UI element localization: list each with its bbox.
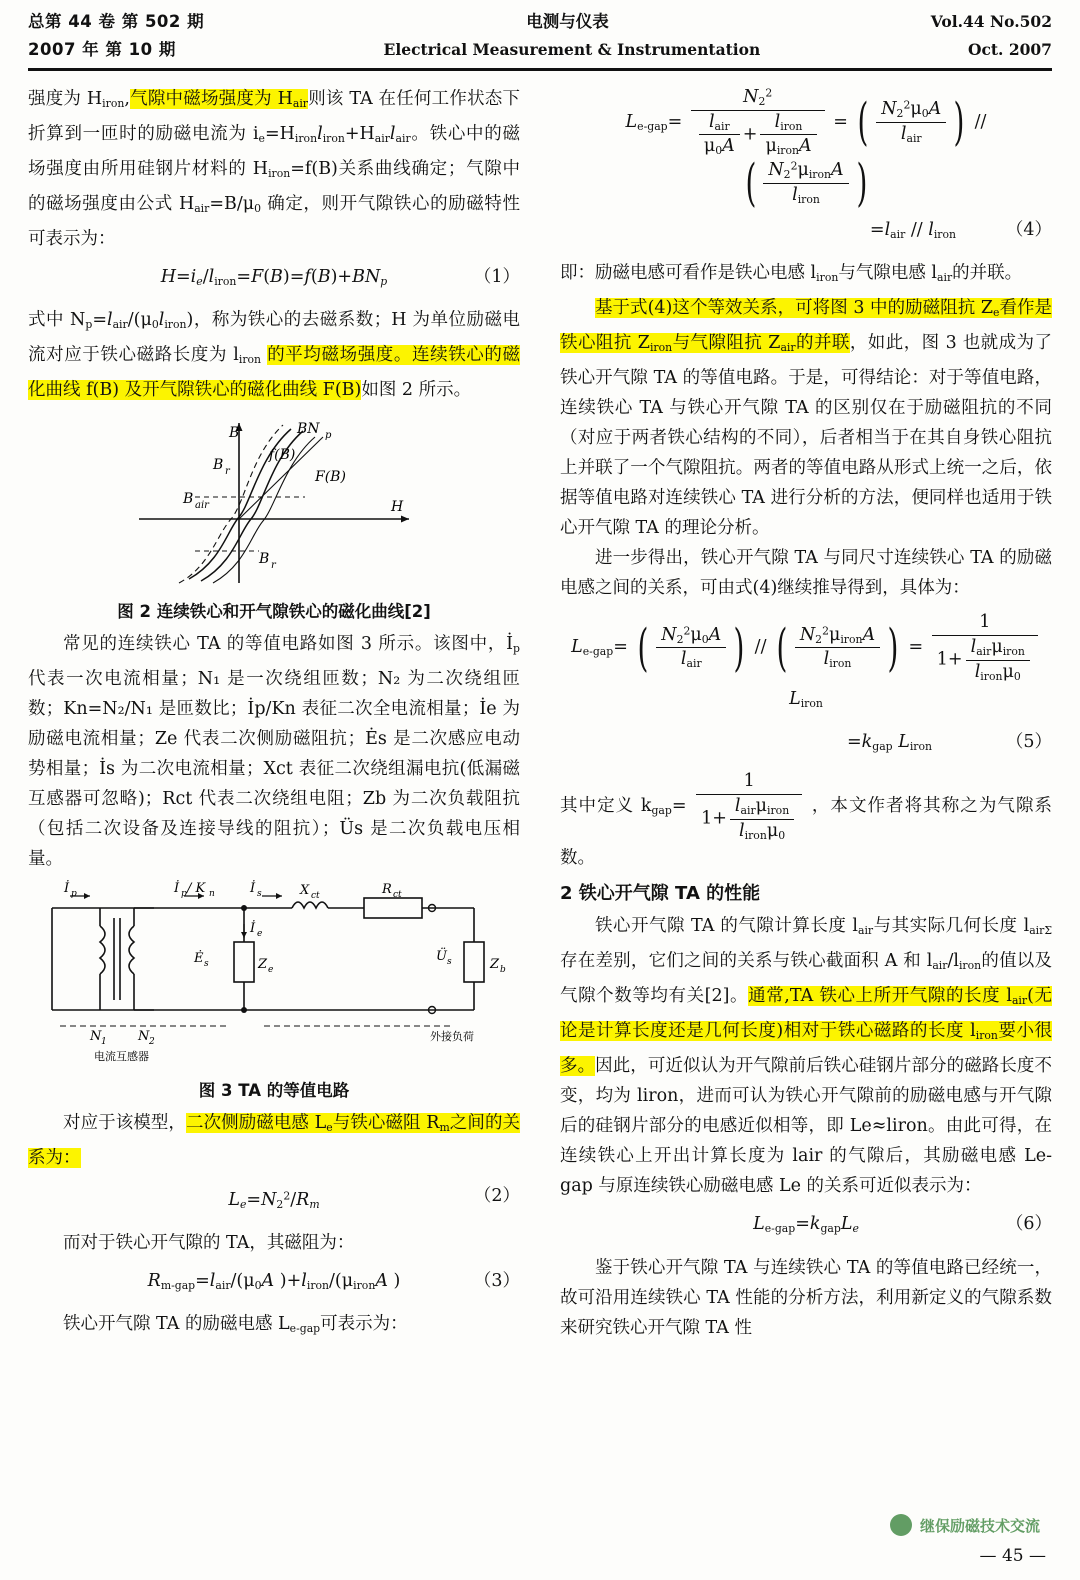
p1-highlight [130, 89, 308, 109]
svg-text:电流互感器: 电流互感器 [94, 1050, 149, 1064]
equation-6 [560, 1209, 1052, 1244]
svg-text:air: air [195, 500, 209, 512]
r-p2-hl-c-sub: iron [649, 341, 673, 355]
p2-hl-tail [267, 345, 412, 365]
p1-tail: 铁心中的磁场强度由所用硅钢片材料的 H [28, 124, 520, 180]
p2-hl1: 连续铁心的磁化曲线 f(B) 及 [28, 345, 520, 401]
p6-a: 铁心开气隙 TA 的励磁电感 L [63, 1313, 290, 1334]
equation-4 [560, 86, 1052, 212]
header-volume-cn: 总第 44 卷 第 502 期 [28, 12, 205, 31]
svg-text:2: 2 [149, 1037, 155, 1048]
r-p5-sub4: iron [958, 959, 982, 973]
paragraph-parallel-inductance [560, 258, 1052, 293]
p1-hl-sub: air [292, 97, 308, 111]
r-p2-hl-b-text: ，可将图 3 中的励磁阻抗 Z [777, 298, 993, 319]
equation-5-number: （5） [1005, 732, 1052, 753]
svg-text:İ: İ [64, 881, 70, 897]
equation-1 [28, 262, 520, 297]
paragraph-equivalent-circuit-desc: 常见的连续铁心 TA 的等值电路如图 3 所示。该图中，$İ_p$ 代表一次电流相量；N₁ 是一次绕组匝数；N₂ 为二次绕组匝数；Kn=N₂/N₁ 是匝数比；İp/Kn 表征二次全电流相量；İe 为励磁电流相量；Ze 代表二次侧励磁阻抗；Ės 是二次感应电动势相量；İs 为二次电流相量；Xct 表征二次绕组漏电抗(低漏磁互感器可忽略)；Rct 代表二次绕组电阻；Zb 为二次负载阻抗（包括二次设备及连接导线的阻抗）；Üs 是二次负载电压相量。 [28, 634, 520, 870]
watermark-logo-icon [890, 1514, 912, 1536]
paragraph-intensity: 强度为 $H_{iron}$,气隙中磁场强度为 $H_{air}$则该 TA 在任何工作状态下折算到一匝时的励磁电流为 $i_e=H_{iron}l_{iron}+H_{air}l_{air}$。铁心中的磁场强度由所用硅钢片材料的 $H_{iron}=f(B)$关系曲线确定；气隙中的磁场强度由公式 $H_{air}=B/\mu_0$ 确定，则开气隙铁心的励磁特性可表示为： [28, 89, 520, 250]
left-column [28, 84, 520, 1344]
r-p1-sub2: air [937, 271, 953, 285]
p4-hl3: 之间的关系为： [28, 1113, 521, 1169]
svg-text:B: B [213, 457, 224, 474]
r-p5-e: 的值以及气隙个数等均有关[2]。 [560, 951, 1053, 1007]
p4-a: 对应于该模型， [63, 1113, 186, 1134]
p2-a: 式中 N [28, 310, 86, 331]
paragraph-le-gap-intro [28, 1309, 520, 1344]
equation-2-body: $L_e=N_2^2/R_m$ [228, 1189, 320, 1211]
header-rule [28, 68, 1052, 71]
svg-text:Ü: Ü [436, 949, 447, 965]
svg-text:Z: Z [258, 957, 268, 973]
paragraph-gap-reluctance: 而对于铁心开气隙的 TA，其磁阻为： [63, 1232, 355, 1253]
p3-items: 代表一次电流相量；N₁ 是一次绕组匝数；N₂ 为二次绕组匝数；Kn=N₂/N₁ 是匝数比；İp/Kn 表征二次全电流相量；İe 为励磁电流相量；Ze 代表二次侧励磁阻抗；Ės 是二次感应电动势相量；İs 为二次电流相量；Xct 表征二次绕组漏电抗(低漏磁互感器可忽略)；Rct 代表二次绕组电阻；Zb 为二次负载阻抗（包括二次设备及连接导线的阻抗）；Üs 是二次负载电压相量。 [28, 669, 520, 870]
header-date-en: Oct. 2007 [967, 40, 1052, 59]
r-p4-sub: gap [651, 804, 672, 818]
r-p2-hl-c-text: 看作是铁心阻抗 Z [560, 298, 1053, 354]
equation-3-number: （3） [473, 1270, 520, 1291]
r-p1-sub1: iron [816, 271, 839, 285]
svg-text:ct: ct [311, 891, 320, 902]
paragraph-le-rm [28, 1108, 520, 1173]
p2-d: 如图 2 所示。 [361, 380, 472, 401]
svg-text:r: r [271, 560, 276, 572]
svg-text:s: s [447, 957, 452, 968]
r-p4-a: 其中定义 k [560, 796, 652, 817]
watermark-text: 继保励磁技术交流 [919, 1516, 1040, 1535]
svg-text:İ: İ [250, 921, 256, 937]
r-p5-a: 铁心开气隙 TA 的气隙计算长度 l [595, 916, 858, 937]
svg-text:B: B [183, 491, 194, 508]
r-p5-b: 与其实际几何长度 l [873, 916, 1030, 937]
r-p1-c: 的并联。 [952, 263, 1023, 284]
r-p2-hl-a: 基于式(4)这个等效关系 [595, 298, 778, 319]
r-p5-hl-a-sub: air [1011, 994, 1028, 1008]
equation-2 [28, 1181, 520, 1219]
figure-2-caption: 图 2 连续铁心和开气隙铁心的磁化曲线[2] [117, 602, 431, 622]
p3-lead: 常见的连续铁心 TA 的等值电路如图 3 所示。该图中，İ [63, 634, 514, 655]
svg-text:B: B [259, 551, 270, 568]
equation-5-body: $L_{e-gap}=$ ( $\frac{N_2^2\mu_0A}{l_{air}}$ ) // ( $\frac{N_2^2\mu_{iron}A}{l_{iron}}$ ) = 1 1+ $\frac{l_{air}\mu_{iron}}{l_{iron}\mu_0}$ $L_{iron}$ [571, 637, 1041, 709]
svg-text:R: R [382, 882, 392, 898]
svg-text:ct: ct [393, 890, 402, 901]
figure-3-caption: 图 3 TA 的等值电路 [198, 1081, 350, 1101]
figure-2-magnetization-curves [109, 411, 439, 591]
equation-5-cont [560, 727, 1052, 762]
paragraph-demag-coef: 式中 $N_p=l_{air}/(\mu_0l_{iron})$，称为铁心的去磁系数；H 为单位励磁电流对应于铁心磁路长度为 $l_{iron}$ 的平均磁场强度。连续铁心的磁化曲线 f(B) 及开气隙铁心的磁化曲线 F(B)如图 2 所示。 [28, 310, 520, 401]
equation-2-number: （2） [473, 1186, 520, 1207]
svg-text:/ K: / K [187, 881, 206, 897]
svg-text:p: p [181, 889, 187, 900]
journal-title-cn: 电测与仪表 [526, 12, 609, 31]
kgap-fraction: 1 1+ $\frac{l_{air}\mu_{iron}}{l_{iron}\mu_0}$ [696, 770, 802, 843]
r-p2-hl-b-sub: e [993, 306, 1000, 320]
svg-text:e: e [257, 929, 263, 940]
equation-6-number: （6） [1005, 1214, 1052, 1235]
r-p4-b: ，本文作者将其称之为气隙系数。 [560, 796, 1052, 869]
svg-text:Z: Z [490, 957, 500, 973]
svg-text:İ: İ [250, 881, 256, 897]
p6-sub: e-gap [289, 1321, 321, 1335]
p1-a: 强度为 H [28, 89, 103, 109]
p4-hl2-text: 与铁心磁阻 R [332, 1113, 440, 1134]
p4-hl2-sub: m [439, 1121, 450, 1135]
watermark [890, 1514, 1040, 1536]
page-number: — 45 — [979, 1546, 1046, 1566]
p1-tail3: 确定，则开气隙铁心的励磁特性可表示为： [28, 194, 520, 250]
r-p5-hl-c: 要小很多。 [560, 1021, 1052, 1077]
r-p2-hl-d-text: 与气隙阻抗 Z [672, 333, 781, 354]
p2-c: 的平均磁场强度。 [267, 345, 412, 366]
svg-text:B: B [229, 425, 240, 442]
paragraph-kgap-definition: 其中定义 $k_{gap}=$ 1 1+ $\frac{l_{air}\mu_{iron}}{l_{iron}\mu_0}$ ，本文作者将其称之为气隙系数。 [560, 771, 1052, 869]
svg-text:p: p [71, 889, 77, 900]
equation-5-second-line: $=k_{gap}$ $L_{iron}$ [846, 732, 932, 754]
svg-text:N: N [138, 1029, 150, 1045]
svg-text:X: X [300, 883, 310, 899]
header-volume-en: Vol.44 No.502 [930, 12, 1052, 31]
equation-5 [560, 611, 1052, 719]
paragraph-further-derivation: 进一步得出，铁心开气隙 TA 与同尺寸连续铁心 TA 的励磁电感之间的关系，可由式(4)继续推导得到，具体为： [560, 548, 1052, 599]
paragraph-impedance-equivalence [560, 293, 1052, 543]
r-p5-d: /l [947, 951, 959, 972]
svg-text:外接负荷: 外接负荷 [430, 1030, 474, 1044]
equation-4-cont [560, 215, 1052, 250]
svg-text:n: n [209, 889, 215, 900]
svg-text:N: N [90, 1029, 102, 1045]
svg-text:F(B): F(B) [315, 469, 346, 486]
r-p5-hl-b-sub: iron [975, 1029, 998, 1043]
r-p1-b: 与气隙电感 l [838, 263, 938, 284]
equation-6-body: $L_{e-gap}=k_{gap}L_e$ [753, 1214, 859, 1236]
svg-text:r: r [225, 466, 230, 478]
p6-b: 可表示为： [320, 1313, 408, 1334]
journal-title-en: Electrical Measurement & Instrumentation [383, 40, 761, 59]
r-p1-a: 即：励磁电感可看作是铁心电感 l [560, 263, 817, 284]
svg-text:p: p [325, 430, 332, 442]
p4-hl-text: 二次侧励磁电感 L [186, 1113, 327, 1134]
page-header [28, 8, 1052, 60]
svg-text:f(B): f(B) [269, 447, 296, 464]
p1-tail2: 关系曲线确定；气隙中的磁场强度由公式 H [28, 159, 520, 215]
r-p5-sub3: air [932, 959, 948, 973]
svg-text:İ: İ [174, 881, 180, 897]
section-heading-2: 2 铁心开气隙 TA 的性能 [560, 883, 761, 905]
svg-text:BN: BN [297, 421, 320, 438]
svg-text:e: e [268, 965, 274, 976]
r-p2-rest: ，如此，图 3 也就成为了铁心开气隙 TA 的等值电路。于是，可得结论：对于等值电路，连续铁心 TA 与铁心开气隙 TA 的区别仅在于励磁阻抗的不同（对应于两者铁心结构的不同），后者相当于在其自身铁心阻抗上并联了一个气隙阻抗。两者的等值电路从形式上统一之后，依据等值电路对连续铁心 TA 进行分析的方法，便同样也适用于铁心开气隙 TA 的理论分析。 [560, 333, 1052, 539]
equation-1-number: （1） [473, 267, 520, 288]
r-p5-rest: 因此，可近似认为开气隙前后铁心硅钢片部分的磁路长度不变，均为 liron，进而可认为铁心开气隙前的励磁电感与开气隙后的硅钢片部分的电感近似相等，即 Le≈liron。由此可得，在连续铁心上开出计算长度为 lair 的气隙后，其励磁电感 Le-gap 与原连续铁心励磁电感 Le 的关系可近似表示为： [560, 1056, 1053, 1197]
paragraph-gap-length [560, 911, 1052, 1201]
svg-text:H: H [391, 499, 404, 516]
svg-text:1: 1 [101, 1037, 107, 1048]
svg-text:s: s [204, 959, 209, 970]
r-p2-hl-d-sub: air [780, 341, 796, 355]
equation-4-body: $L_{e-gap}=$ $N_2^2$ $\frac{l_{air}}{\mu_0A}$ + $\frac{l_{iron}}{\mu_{iron}A}$ = ( $\frac{N_2^2\mu_0A}{l_{air}}$ ) // ( $\frac{N_2^2\mu_{iron}A}{l_{iron}}$ ) [625, 86, 987, 212]
r-p5-hl-a: 通常,TA 铁心上所开气隙的长度 l [748, 986, 1012, 1007]
p1-hl-text: 气隙中磁场强度为 H [129, 89, 293, 109]
p2-b: ，称为铁心的去磁系数；H 为单位励磁电流对应于铁心磁路长度为 l [28, 310, 520, 366]
r-p5-sub1: air [858, 924, 874, 938]
r-p5-hl-b: (无论是计算长度还是几何长度)相对于铁心磁路的长度 l [560, 986, 1053, 1042]
p4-hl-sub: e [326, 1121, 333, 1135]
equation-4-number: （4） [1005, 220, 1052, 241]
svg-text:s: s [257, 889, 262, 900]
svg-text:b: b [500, 965, 506, 976]
p1-b: 则该 TA 在任何工作状态下折算到一匝时的励磁电流为 i [28, 89, 520, 145]
equation-3 [28, 1266, 520, 1301]
p1-a-sub: iron [102, 97, 125, 111]
equation-1-body: $H=i_e/l_{iron}=F(B)=f(B)+BN_p$ [160, 267, 388, 289]
paragraph-conclusion: 鉴于铁心开气隙 TA 与连续铁心 TA 的等值电路已经统一，故可沿用连续铁心 TA 性能的分析方法，利用新定义的气隙系数来研究铁心开气隙 TA 性 [560, 1257, 1052, 1338]
header-issue-cn: 2007 年 第 10 期 [28, 40, 176, 59]
r-p5-sub2: airΣ [1029, 924, 1052, 938]
p2-hl2: 开气隙铁心的磁化曲线 F(B) [142, 380, 362, 401]
r-p5-c: 存在差别，它们之间的关系与铁心截面积 A 和 l [560, 951, 933, 972]
right-column [560, 84, 1052, 1343]
r-p2-hl-e-text: 的并联 [795, 333, 850, 354]
figure-3-equivalent-circuit [34, 880, 514, 1070]
p4-hl [186, 1113, 450, 1133]
equation-4-second-line: $=l_{air} // l_{iron}$ [869, 220, 956, 242]
svg-text:Ė: Ė [194, 951, 204, 967]
equation-3-body: $R_{m-gap}=l_{air}/(\mu_0A$ )$+l_{iron}/(\mu_{iron}A$ ) [147, 1270, 401, 1292]
